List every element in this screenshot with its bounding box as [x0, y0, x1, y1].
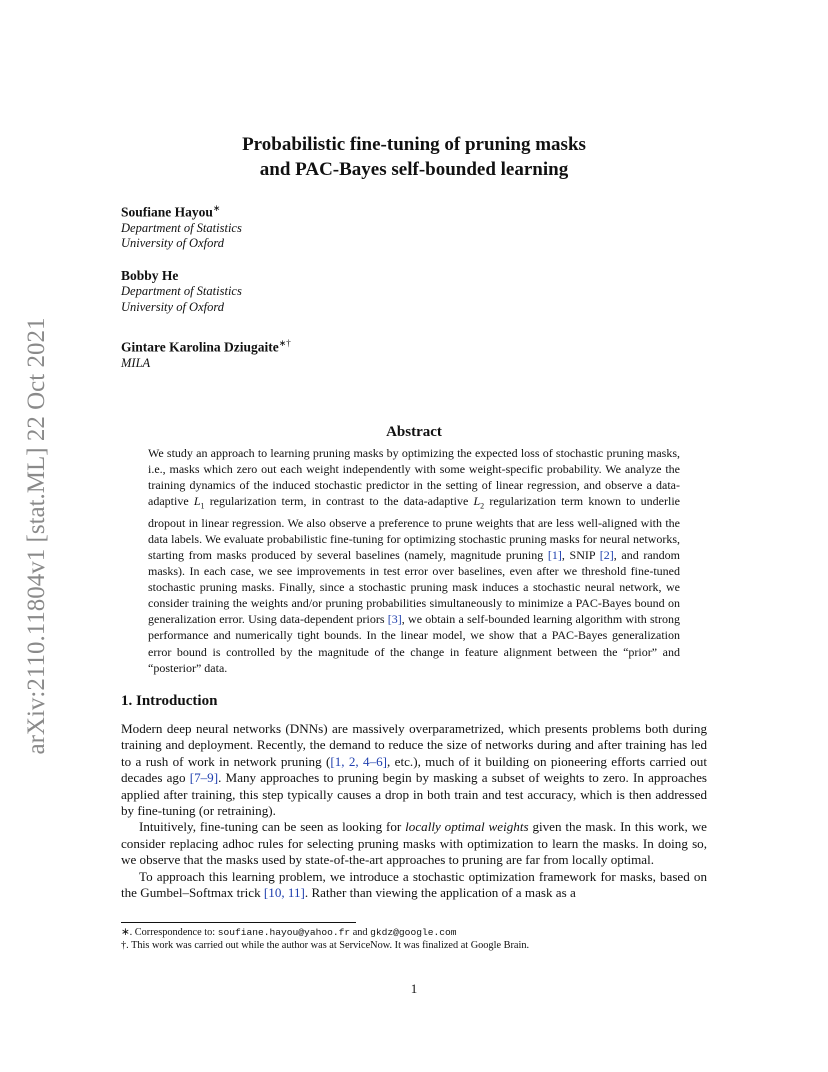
introduction-body: [121, 721, 707, 901]
author-affiliation: Department of Statistics: [121, 284, 242, 298]
arxiv-sidebar-stamp: arXiv:2110.11804v1 [stat.ML] 22 Oct 2021: [23, 317, 50, 755]
email-link[interactable]: soufiane.hayou@yahoo.fr: [217, 927, 351, 938]
paper-title: [0, 132, 828, 182]
citation-link[interactable]: [2]: [599, 547, 614, 562]
author-name: Soufiane Hayou: [121, 204, 213, 220]
author-3: [121, 335, 291, 371]
footnote-1: ∗. Correspondence to: soufiane.hayou@yahoo.fr and gkdz@google.com: [121, 927, 457, 938]
intro-paragraph-1: Modern deep neural networks (DNNs) are massively overparametrized, which presents problems both during training and deployment. Recently, the demand to reduce the size of networks during and after training has led to a rush of work in network pruning ([1, 2, 4–6], etc.), much of it building on pioneering efforts carried out decades ago [7–9]. Many approaches to pruning begin by masking a subset of weights to zero. In approaches applied after training, this step typically causes a drop in both train and test accuracy, which is then addressed by fine-tuning (or retraining).: [121, 721, 707, 819]
citation-link[interactable]: [1]: [547, 547, 562, 562]
author-affiliation: University of Oxford: [121, 236, 224, 250]
author-affiliation: Department of Statistics: [121, 220, 242, 235]
intro-paragraph-3: To approach this learning problem, we introduce a stochastic optimization framework for masks, based on the Gumbel–Softmax trick [10, 11]. Rather than viewing the application of a mask as a: [121, 868, 707, 901]
citation-link[interactable]: [10, 11]: [263, 885, 305, 901]
section-heading-introduction: 1. Introduction: [121, 693, 218, 709]
footnotes: [121, 926, 721, 952]
author-affiliation: University of Oxford: [121, 299, 224, 314]
author-mark: ∗†: [278, 338, 291, 348]
author-1: [121, 200, 242, 252]
abstract-heading: Abstract: [386, 424, 442, 440]
intro-paragraph-2: Intuitively, fine-tuning can be seen as looking for locally optimal weights given the mask. In this work, we consider replacing adhoc rules for selecting pruning masks with optimization to learn the masks. In doing so, we observe that the masks used by state-of-the-art approaches to pruning are far from locally optimal.: [121, 819, 707, 868]
author-affiliation: MILA: [121, 355, 151, 370]
citation-link[interactable]: [1, 2, 4–6]: [330, 753, 388, 769]
citation-link[interactable]: [7–9]: [189, 770, 219, 786]
author-name: Bobby He: [121, 268, 179, 283]
author-name: Gintare Karolina Dziugaite: [121, 339, 279, 355]
citation-link[interactable]: [3]: [387, 612, 402, 627]
abstract-body: We study an approach to learning pruning masks by optimizing the expected loss of stochastic pruning masks, i.e., masks which zero out each weight independently with some weight-specific probability. We analyze the training dynamics of the induced stochastic predictor in the setting of linear regression, and observe a data-adaptive $L_1$ regularization term, in contrast to the data-adaptive $L_2$ regularization term known to underlie dropout in linear regression. We also observe a preference to prune weights that are less well-aligned with the data labels. We evaluate probabilistic fine-tuning for optimizing stochastic pruning masks for neural networks, starting from masks produced by several baselines (namely, magnitude pruning [1], SNIP [2], and random masks). In each case, we see improvements in test error over baselines, even after we threshold fine-tuned stochastic pruning masks. Finally, since a stochastic pruning mask induces a stochastic neural network, we consider training the weights and/or pruning probabilities simultaneously to minimize a PAC-Bayes bound on generalization error. Using data-dependent priors [3], we obtain a self-bounded learning algorithm with strong performance and numerically tight bounds. In the linear model, we show that a PAC-Bayes generalization error bound is controlled by the magnitude of the change in feature alignment between the “prior” and “posterior” data.: [148, 446, 680, 675]
email-link[interactable]: gkdz@google.com: [370, 927, 457, 938]
author-2: [121, 267, 242, 315]
footnote-rule: [121, 922, 356, 923]
footnote-2: †. This work was carried out while the author was at ServiceNow. It was finalized at Google Brain.: [121, 940, 530, 951]
page-number: 1: [410, 981, 418, 996]
author-mark: ∗: [212, 203, 221, 213]
title-line-2: and PAC-Bayes self-bounded learning: [259, 159, 569, 180]
title-line-1: Probabilistic fine-tuning of pruning masks: [242, 134, 586, 155]
